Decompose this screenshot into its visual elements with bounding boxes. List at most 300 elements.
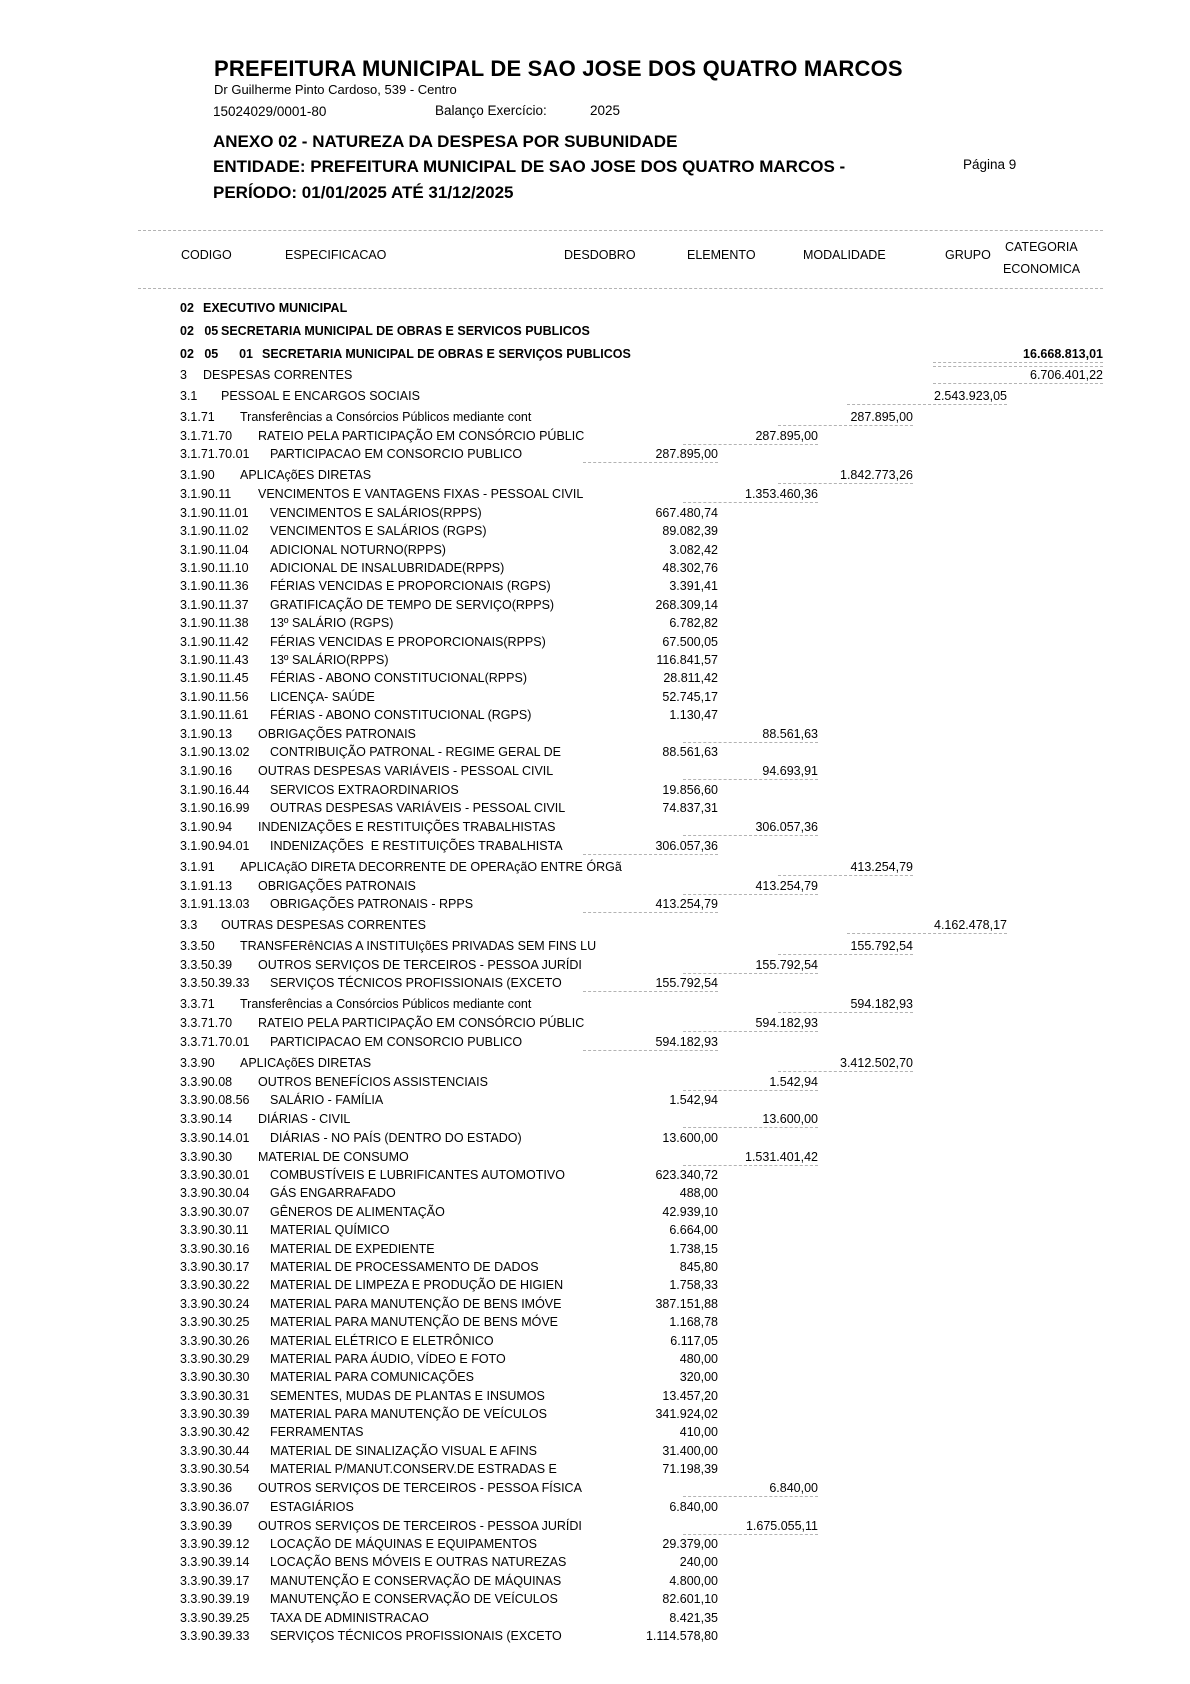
column-header-especificacao: ESPECIFICACAO bbox=[285, 248, 387, 262]
table-row bbox=[0, 384, 1190, 405]
row-code: 3.1.90.94 bbox=[180, 820, 233, 835]
row-label: ADICIONAL DE INSALUBRIDADE(RPPS) bbox=[270, 560, 505, 575]
row-value-desdobro: 155.792,54 bbox=[583, 976, 718, 992]
row-value-desdobro: 52.745,17 bbox=[662, 689, 718, 704]
row-value-desdobro: 410,00 bbox=[679, 1425, 718, 1440]
row-label: MATERIAL PARA ÁUDIO, VÍDEO E FOTO bbox=[270, 1351, 506, 1366]
row-label: APLICAçõES DIRETAS bbox=[240, 1055, 372, 1070]
row-label: MATERIAL PARA COMUNICAÇÕES bbox=[270, 1370, 474, 1385]
row-code: 3.1.90 bbox=[180, 468, 215, 483]
row-code: 3.3.90.30.30 bbox=[180, 1370, 250, 1385]
row-code: 3.3.90.30.11 bbox=[180, 1223, 249, 1238]
row-code: 3.3.90.39.12 bbox=[180, 1537, 250, 1552]
row-label: SERVIÇOS TÉCNICOS PROFISSIONAIS (EXCETO bbox=[270, 976, 562, 991]
row-code: 3.3.90.30.31 bbox=[180, 1388, 250, 1403]
row-label: FÉRIAS VENCIDAS E PROPORCIONAIS(RPPS) bbox=[270, 634, 546, 649]
table-row bbox=[0, 445, 1190, 463]
table-row bbox=[0, 895, 1190, 913]
row-code: 3.1.71.70.01 bbox=[180, 447, 250, 462]
column-header-categoria-line2: ECONOMICA bbox=[1003, 262, 1081, 276]
row-label: GRATIFICAÇÃO DE TEMPO DE SERVIÇO(RPPS) bbox=[270, 597, 555, 612]
row-code: 3.3.50 bbox=[180, 939, 215, 954]
row-label: LICENÇA- SAÚDE bbox=[270, 689, 375, 704]
row-label: ADICIONAL NOTURNO(RPPS) bbox=[270, 542, 446, 557]
row-value-elemento: 94.693,91 bbox=[683, 764, 818, 780]
table-row bbox=[0, 614, 1190, 632]
table-row bbox=[0, 1276, 1190, 1294]
table-row bbox=[0, 1571, 1190, 1589]
table-row bbox=[0, 363, 1190, 384]
table-row bbox=[0, 1497, 1190, 1515]
row-label: RATEIO PELA PARTICIPAÇÃO EM CONSÓRCIO PÚBLIC bbox=[258, 1016, 585, 1031]
row-label: OUTROS SERVIÇOS DE TERCEIROS - PESSOA FÍSICA bbox=[258, 1481, 582, 1496]
row-value-desdobro: 48.302,76 bbox=[662, 560, 718, 575]
table-row bbox=[0, 1147, 1190, 1166]
table-row bbox=[0, 1590, 1190, 1608]
row-code: 3.1.90.16 bbox=[180, 764, 233, 779]
cnpj-number: 15024029/0001-80 bbox=[213, 104, 327, 119]
row-value-modalidade: 287.895,00 bbox=[778, 410, 913, 426]
row-value-desdobro: 6.840,00 bbox=[669, 1499, 718, 1514]
row-value-desdobro: 268.309,14 bbox=[655, 597, 718, 612]
row-value-desdobro: 240,00 bbox=[679, 1555, 718, 1570]
row-label: RATEIO PELA PARTICIPAÇÃO EM CONSÓRCIO PÚBLIC bbox=[258, 429, 585, 443]
row-code: 3.3.71.70 bbox=[180, 1016, 233, 1031]
table-row bbox=[0, 799, 1190, 817]
table-row bbox=[0, 1294, 1190, 1312]
row-value-desdobro: 387.151,88 bbox=[655, 1296, 718, 1311]
table-row bbox=[0, 992, 1190, 1013]
table-row bbox=[0, 1166, 1190, 1184]
table-row bbox=[0, 1013, 1190, 1032]
table-row bbox=[0, 632, 1190, 650]
row-code: 3.1.71 bbox=[180, 410, 215, 424]
row-label: PARTICIPACAO EM CONSORCIO PUBLICO bbox=[270, 1034, 523, 1049]
row-label: INDENIZAÇÕES E RESTITUIÇÕES TRABALHISTA bbox=[270, 838, 563, 853]
table-row bbox=[0, 484, 1190, 503]
row-code: 3.3.90.08 bbox=[180, 1074, 233, 1089]
row-value-desdobro: 88.561,63 bbox=[662, 745, 718, 760]
row-value-desdobro: 13.600,00 bbox=[662, 1130, 718, 1145]
row-code: 3.3.90.39.14 bbox=[180, 1555, 250, 1570]
row-code: 3.1.90.11.04 bbox=[180, 542, 249, 557]
row-label: PARTICIPACAO EM CONSORCIO PUBLICO bbox=[270, 447, 523, 462]
row-label: SERVICOS EXTRAORDINARIOS bbox=[270, 782, 459, 797]
row-value-elemento: 1.542,94 bbox=[683, 1075, 818, 1091]
table-row bbox=[0, 1051, 1190, 1072]
column-header-elemento: ELEMENTO bbox=[687, 248, 756, 262]
row-value-modalidade: 3.412.502,70 bbox=[778, 1056, 913, 1072]
row-value-desdobro: 3.082,42 bbox=[669, 542, 718, 557]
row-label: SECRETARIA MUNICIPAL DE OBRAS E SERVICOS PUBLICOS bbox=[221, 324, 590, 338]
row-value-desdobro: 1.168,78 bbox=[669, 1315, 718, 1330]
table-row bbox=[0, 780, 1190, 798]
row-code: 3.3.90.36 bbox=[180, 1481, 233, 1496]
table-row bbox=[0, 1091, 1190, 1109]
row-code: 3.1.90.16.44 bbox=[180, 782, 250, 797]
row-code: 3.3.90.30 bbox=[180, 1149, 233, 1164]
row-label: SECRETARIA MUNICIPAL DE OBRAS E SERVIÇOS PUBLICOS bbox=[262, 347, 631, 361]
table-row bbox=[0, 595, 1190, 613]
row-code: 3.3.90.39 bbox=[180, 1518, 233, 1533]
row-label: MATERIAL DE PROCESSAMENTO DE DADOS bbox=[270, 1259, 539, 1274]
row-value-desdobro: 74.837,31 bbox=[662, 801, 718, 816]
row-value-desdobro: 42.939,10 bbox=[662, 1204, 718, 1219]
table-row bbox=[0, 836, 1190, 854]
row-value-desdobro: 667.480,74 bbox=[655, 505, 718, 520]
row-value-elemento: 1.675.055,11 bbox=[683, 1519, 818, 1535]
row-label: DIÁRIAS - NO PAÍS (DENTRO DO ESTADO) bbox=[270, 1130, 522, 1145]
row-value-elemento: 306.057,36 bbox=[683, 820, 818, 836]
row-code: 3.3.90.30.01 bbox=[180, 1167, 250, 1182]
row-label: DIÁRIAS - CIVIL bbox=[258, 1112, 351, 1127]
row-value-elemento: 594.182,93 bbox=[683, 1016, 818, 1032]
row-label: LOCAÇÃO BENS MÓVEIS E OUTRAS NATUREZAS bbox=[270, 1555, 567, 1570]
table-row bbox=[0, 669, 1190, 687]
table-row bbox=[0, 1368, 1190, 1386]
table-row bbox=[0, 1331, 1190, 1349]
row-value-desdobro: 6.117,05 bbox=[670, 1333, 718, 1348]
table-row bbox=[0, 817, 1190, 836]
row-value-grupo: 4.162.478,17 bbox=[847, 918, 1007, 934]
row-value-desdobro: 306.057,36 bbox=[583, 839, 718, 855]
page-number: Página 9 bbox=[963, 157, 1017, 172]
row-label: OUTRAS DESPESAS VARIÁVEIS - PESSOAL CIVIL bbox=[270, 801, 566, 816]
row-code: 3.1.90.16.99 bbox=[180, 801, 250, 816]
row-code: 3.3.90.30.24 bbox=[180, 1296, 250, 1311]
table-row bbox=[0, 1516, 1190, 1535]
table-row bbox=[0, 934, 1190, 955]
table-row bbox=[0, 540, 1190, 558]
row-value-desdobro: 488,00 bbox=[679, 1186, 718, 1201]
row-code: 3.1.90.11.45 bbox=[180, 671, 249, 686]
row-label: TAXA DE ADMINISTRACAO bbox=[270, 1610, 429, 1625]
row-label: FÉRIAS - ABONO CONSTITUCIONAL (RGPS) bbox=[270, 708, 532, 723]
row-label: PESSOAL E ENCARGOS SOCIAIS bbox=[221, 389, 420, 403]
row-code: 3.3.90.30.17 bbox=[180, 1259, 250, 1274]
table-row bbox=[0, 294, 1190, 317]
row-label: DESPESAS CORRENTES bbox=[203, 368, 353, 382]
table-row bbox=[0, 1460, 1190, 1478]
row-label: MATERIAL PARA MANUTENÇÃO DE BENS MÓVE bbox=[270, 1315, 559, 1330]
row-code: 3.1.90.11.56 bbox=[180, 689, 249, 704]
header-divider-top bbox=[138, 230, 1103, 231]
row-label: INDENIZAÇÕES E RESTITUIÇÕES TRABALHISTAS bbox=[258, 820, 556, 835]
table-row bbox=[0, 724, 1190, 743]
row-label: OBRIGAÇÕES PATRONAIS bbox=[258, 727, 416, 742]
row-code: 3.3.90.30.07 bbox=[180, 1204, 250, 1219]
row-code: 3.3.90.39.17 bbox=[180, 1573, 250, 1588]
table-row bbox=[0, 522, 1190, 540]
row-code: 3.3.90.39.33 bbox=[180, 1628, 250, 1643]
row-value-desdobro: 623.340,72 bbox=[655, 1167, 718, 1182]
table-row bbox=[0, 1128, 1190, 1146]
row-label: OUTRAS DESPESAS VARIÁVEIS - PESSOAL CIVIL bbox=[258, 764, 554, 779]
column-header-grupo: GRUPO bbox=[945, 248, 991, 262]
row-value-desdobro: 8.421,35 bbox=[669, 1610, 718, 1625]
row-code: 3.3.50.39.33 bbox=[180, 976, 250, 991]
row-code: 3.3.90.30.16 bbox=[180, 1241, 250, 1256]
row-value-desdobro: 287.895,00 bbox=[583, 447, 718, 463]
row-value-desdobro: 320,00 bbox=[679, 1370, 718, 1385]
row-code: 3.3.90.30.54 bbox=[180, 1462, 250, 1477]
column-header-codigo: CODIGO bbox=[181, 248, 232, 262]
row-value-desdobro: 82.601,10 bbox=[662, 1592, 718, 1607]
row-code: 02 05 01 bbox=[180, 347, 253, 361]
row-code: 3.3.90.30.42 bbox=[180, 1425, 250, 1440]
row-code: 3.3 bbox=[180, 918, 198, 933]
table-row bbox=[0, 1405, 1190, 1423]
row-label: VENCIMENTOS E SALÁRIOS(RPPS) bbox=[270, 505, 482, 520]
row-label: VENCIMENTOS E VANTAGENS FIXAS - PESSOAL CIVIL bbox=[258, 487, 584, 502]
row-code: 3.1.91 bbox=[180, 859, 215, 874]
row-value-desdobro: 116.841,57 bbox=[656, 652, 718, 667]
row-label: MATERIAL ELÉTRICO E ELETRÔNICO bbox=[270, 1333, 494, 1348]
table-row bbox=[0, 1608, 1190, 1626]
row-code: 3.3.90.39.19 bbox=[180, 1592, 250, 1607]
row-code: 3.1.90.11.36 bbox=[180, 579, 249, 594]
table-row bbox=[0, 1553, 1190, 1571]
row-value-desdobro: 1.542,94 bbox=[669, 1093, 718, 1108]
row-label: OBRIGAÇÕES PATRONAIS - RPPS bbox=[270, 897, 474, 912]
row-label: SALÁRIO - FAMÍLIA bbox=[270, 1093, 384, 1108]
table-row bbox=[0, 1535, 1190, 1553]
row-label: LOCAÇÃO DE MÁQUINAS E EQUIPAMENTOS bbox=[270, 1537, 537, 1552]
row-value-elemento: 1.353.460,36 bbox=[683, 487, 818, 503]
row-value-desdobro: 71.198,39 bbox=[662, 1462, 718, 1477]
row-code: 3.3.90.14 bbox=[180, 1112, 233, 1127]
row-code: 3.3.90.30.04 bbox=[180, 1186, 250, 1201]
row-value-elemento: 155.792,54 bbox=[683, 958, 818, 974]
row-value-elemento: 88.561,63 bbox=[683, 727, 818, 743]
table-row bbox=[0, 761, 1190, 780]
row-value-desdobro: 29.379,00 bbox=[662, 1537, 718, 1552]
table-row bbox=[0, 1109, 1190, 1128]
row-code: 3.3.90.30.39 bbox=[180, 1407, 250, 1422]
row-value-desdobro: 4.800,00 bbox=[669, 1573, 718, 1588]
row-label: MATERIAL DE EXPEDIENTE bbox=[270, 1241, 435, 1256]
row-label: SERVIÇOS TÉCNICOS PROFISSIONAIS (EXCETO bbox=[270, 1628, 562, 1643]
row-value-desdobro: 89.082,39 bbox=[662, 524, 718, 539]
row-code: 3.1.90.11.38 bbox=[180, 616, 249, 631]
row-value-desdobro: 1.114.578,80 bbox=[645, 1628, 718, 1643]
table-row bbox=[0, 913, 1190, 934]
row-code: 3.3.90.30.22 bbox=[180, 1278, 250, 1293]
row-code: 3.1.90.11 bbox=[180, 487, 232, 502]
row-value-desdobro: 67.500,05 bbox=[662, 634, 718, 649]
table-row bbox=[0, 463, 1190, 484]
row-code: 3.1.90.11.61 bbox=[180, 708, 249, 723]
table-row bbox=[0, 876, 1190, 895]
row-label: ESTAGIÁRIOS bbox=[270, 1499, 354, 1514]
row-value-desdobro: 13.457,20 bbox=[662, 1388, 718, 1403]
row-label: MANUTENÇÃO E CONSERVAÇÃO DE VEÍCULOS bbox=[270, 1592, 558, 1607]
row-label: VENCIMENTOS E SALÁRIOS (RGPS) bbox=[270, 524, 487, 539]
row-label: MANUTENÇÃO E CONSERVAÇÃO DE MÁQUINAS bbox=[270, 1573, 562, 1588]
row-label: 13º SALÁRIO(RPPS) bbox=[270, 652, 389, 667]
row-value-desdobro: 3.391,41 bbox=[669, 579, 718, 594]
row-label: APLICAçãO DIRETA DECORRENTE DE OPERAçãO ENTRE ÓRGã bbox=[240, 859, 622, 874]
row-code: 3.1 bbox=[180, 389, 198, 403]
row-value-desdobro: 413.254,79 bbox=[583, 897, 718, 913]
entity-line: ENTIDADE: PREFEITURA MUNICIPAL DE SAO JOSE DOS QUATRO MARCOS - bbox=[213, 157, 846, 176]
table-row bbox=[0, 577, 1190, 595]
row-code: 3.3.90.39.25 bbox=[180, 1610, 250, 1625]
row-label: Transferências a Consórcios Públicos mediante cont bbox=[240, 410, 532, 424]
row-value-desdobro: 341.924,02 bbox=[655, 1407, 718, 1422]
expense-table-body bbox=[0, 294, 1190, 1645]
table-row bbox=[0, 706, 1190, 724]
row-label: COMBUSTÍVEIS E LUBRIFICANTES AUTOMOTIVO bbox=[270, 1167, 565, 1182]
row-label: OBRIGAÇÕES PATRONAIS bbox=[258, 878, 416, 893]
row-code: 3.3.71.70.01 bbox=[180, 1034, 250, 1049]
table-row bbox=[0, 340, 1190, 363]
balance-exercise-label: Balanço Exercício: bbox=[435, 103, 547, 118]
row-code: 3.3.50.39 bbox=[180, 958, 233, 973]
table-row bbox=[0, 503, 1190, 521]
row-code: 3.1.90.11.02 bbox=[180, 524, 249, 539]
row-value-grupo: 2.543.923,05 bbox=[847, 389, 1007, 405]
table-row bbox=[0, 426, 1190, 445]
column-header-desdobro: DESDOBRO bbox=[564, 248, 636, 262]
row-code: 3.3.90.30.25 bbox=[180, 1315, 250, 1330]
row-value-elemento: 13.600,00 bbox=[683, 1112, 818, 1128]
row-label: 13º SALÁRIO (RGPS) bbox=[270, 616, 394, 631]
row-value-modalidade: 413.254,79 bbox=[778, 860, 913, 876]
row-value-categoria: 16.668.813,01 bbox=[1023, 347, 1103, 361]
row-label: FERRAMENTAS bbox=[270, 1425, 364, 1440]
row-label: APLICAçõES DIRETAS bbox=[240, 468, 372, 483]
row-value-desdobro: 1.758,33 bbox=[669, 1278, 718, 1293]
row-value-desdobro: 1.738,15 bbox=[669, 1241, 718, 1256]
row-code: 3.1.91.13.03 bbox=[180, 897, 250, 912]
table-row bbox=[0, 1032, 1190, 1050]
header-divider-bottom bbox=[138, 288, 1103, 289]
row-code: 3.1.90.94.01 bbox=[180, 838, 250, 853]
row-code: 02 bbox=[180, 301, 194, 315]
row-code: 3.1.90.13 bbox=[180, 727, 233, 742]
row-code: 3.3.90 bbox=[180, 1055, 215, 1070]
row-label: FÉRIAS - ABONO CONSTITUCIONAL(RPPS) bbox=[270, 671, 527, 686]
table-row bbox=[0, 1221, 1190, 1239]
row-value-desdobro: 31.400,00 bbox=[662, 1443, 718, 1458]
row-code: 3.3.71 bbox=[180, 997, 215, 1012]
row-label: GÁS ENGARRAFADO bbox=[270, 1186, 396, 1201]
address-line: Dr Guilherme Pinto Cardoso, 539 - Centro bbox=[214, 82, 457, 97]
row-value-modalidade: 1.842.773,26 bbox=[778, 468, 913, 484]
row-code: 3.3.90.14.01 bbox=[180, 1130, 250, 1145]
column-header-categoria-line1: CATEGORIA bbox=[1005, 240, 1078, 254]
row-label: OUTRAS DESPESAS CORRENTES bbox=[221, 918, 426, 933]
row-code: 3.1.90.11.37 bbox=[180, 597, 249, 612]
row-label: FÉRIAS VENCIDAS E PROPORCIONAIS (RGPS) bbox=[270, 579, 551, 594]
row-code: 3.1.91.13 bbox=[180, 878, 233, 893]
row-value-desdobro: 480,00 bbox=[679, 1351, 718, 1366]
row-value-modalidade: 155.792,54 bbox=[778, 939, 913, 955]
table-row bbox=[0, 1478, 1190, 1497]
table-row bbox=[0, 1239, 1190, 1257]
row-value-desdobro: 28.811,42 bbox=[663, 671, 718, 686]
row-label: MATERIAL DE CONSUMO bbox=[258, 1149, 409, 1164]
row-label: CONTRIBUIÇÃO PATRONAL - REGIME GERAL DE bbox=[270, 745, 562, 760]
row-value-desdobro: 1.130,47 bbox=[669, 708, 718, 723]
row-label: MATERIAL DE LIMPEZA E PRODUÇÃO DE HIGIEN bbox=[270, 1278, 564, 1293]
row-label: GÊNEROS DE ALIMENTAÇÃO bbox=[270, 1204, 445, 1219]
row-value-elemento: 6.840,00 bbox=[683, 1481, 818, 1497]
row-code: 3.1.90.11.01 bbox=[180, 505, 249, 520]
row-code: 3.1.90.13.02 bbox=[180, 745, 250, 760]
annex-title: ANEXO 02 - NATUREZA DA DESPESA POR SUBUNIDADE bbox=[213, 132, 678, 151]
row-label: OUTROS SERVIÇOS DE TERCEIROS - PESSOA JURÍDI bbox=[258, 958, 582, 973]
table-row bbox=[0, 955, 1190, 974]
table-row bbox=[0, 317, 1190, 340]
row-code: 3 bbox=[180, 368, 187, 382]
row-value-desdobro: 594.182,93 bbox=[583, 1035, 718, 1051]
row-code: 02 05 bbox=[180, 324, 219, 338]
row-code: 3.1.90.11.42 bbox=[180, 634, 249, 649]
row-label: TRANSFERêNCIAS A INSTITUIçõES PRIVADAS SEM FINS LU bbox=[240, 939, 597, 954]
row-code: 3.3.90.30.29 bbox=[180, 1351, 250, 1366]
row-value-categoria: 6.706.401,22 bbox=[933, 368, 1103, 384]
table-row bbox=[0, 1313, 1190, 1331]
table-row bbox=[0, 1441, 1190, 1459]
row-label: MATERIAL DE SINALIZAÇÃO VISUAL E AFINS bbox=[270, 1443, 537, 1458]
row-code: 3.3.90.30.44 bbox=[180, 1443, 250, 1458]
row-value-desdobro: 845,80 bbox=[679, 1259, 718, 1274]
table-row bbox=[0, 1423, 1190, 1441]
row-label: MATERIAL PARA MANUTENÇÃO DE BENS IMÓVE bbox=[270, 1296, 562, 1311]
row-label: OUTROS SERVIÇOS DE TERCEIROS - PESSOA JURÍDI bbox=[258, 1518, 582, 1533]
table-row bbox=[0, 1627, 1190, 1645]
row-value-desdobro: 19.856,60 bbox=[662, 782, 718, 797]
row-code: 3.3.90.30.26 bbox=[180, 1333, 250, 1348]
row-value-desdobro: 6.782,82 bbox=[669, 616, 718, 631]
row-value-elemento: 287.895,00 bbox=[683, 429, 818, 445]
balance-exercise-year: 2025 bbox=[590, 103, 621, 118]
row-label: MATERIAL PARA MANUTENÇÃO DE VEÍCULOS bbox=[270, 1407, 547, 1422]
table-row bbox=[0, 1184, 1190, 1202]
table-row bbox=[0, 743, 1190, 761]
table-row bbox=[0, 1386, 1190, 1404]
row-value-modalidade: 594.182,93 bbox=[778, 997, 913, 1013]
table-row bbox=[0, 855, 1190, 876]
row-label: MATERIAL QUÍMICO bbox=[270, 1223, 390, 1238]
table-row bbox=[0, 651, 1190, 669]
table-row bbox=[0, 405, 1190, 426]
row-code: 3.1.90.11.10 bbox=[180, 560, 249, 575]
table-row bbox=[0, 1350, 1190, 1368]
row-code: 3.1.90.11.43 bbox=[180, 652, 249, 667]
table-row bbox=[0, 559, 1190, 577]
column-header-modalidade: MODALIDADE bbox=[803, 248, 886, 262]
row-value-elemento: 413.254,79 bbox=[683, 879, 818, 895]
row-label: MATERIAL P/MANUT.CONSERV.DE ESTRADAS E bbox=[270, 1462, 557, 1477]
period-line: PERÍODO: 01/01/2025 ATÉ 31/12/2025 bbox=[213, 183, 514, 202]
row-label: OUTROS BENEFÍCIOS ASSISTENCIAIS bbox=[258, 1074, 488, 1089]
row-label: EXECUTIVO MUNICIPAL bbox=[203, 301, 348, 315]
row-code: 3.3.90.08.56 bbox=[180, 1093, 250, 1108]
row-label: Transferências a Consórcios Públicos mediante cont bbox=[240, 997, 532, 1012]
row-value-elemento: 1.531.401,42 bbox=[683, 1150, 818, 1166]
table-row bbox=[0, 1202, 1190, 1220]
row-value-desdobro: 6.664,00 bbox=[669, 1223, 718, 1238]
table-row bbox=[0, 1258, 1190, 1276]
page-title: PREFEITURA MUNICIPAL DE SAO JOSE DOS QUATRO MARCOS bbox=[214, 56, 903, 81]
row-label: SEMENTES, MUDAS DE PLANTAS E INSUMOS bbox=[270, 1388, 545, 1403]
table-row bbox=[0, 1072, 1190, 1091]
row-code: 3.1.71.70 bbox=[180, 429, 233, 443]
table-row bbox=[0, 974, 1190, 992]
